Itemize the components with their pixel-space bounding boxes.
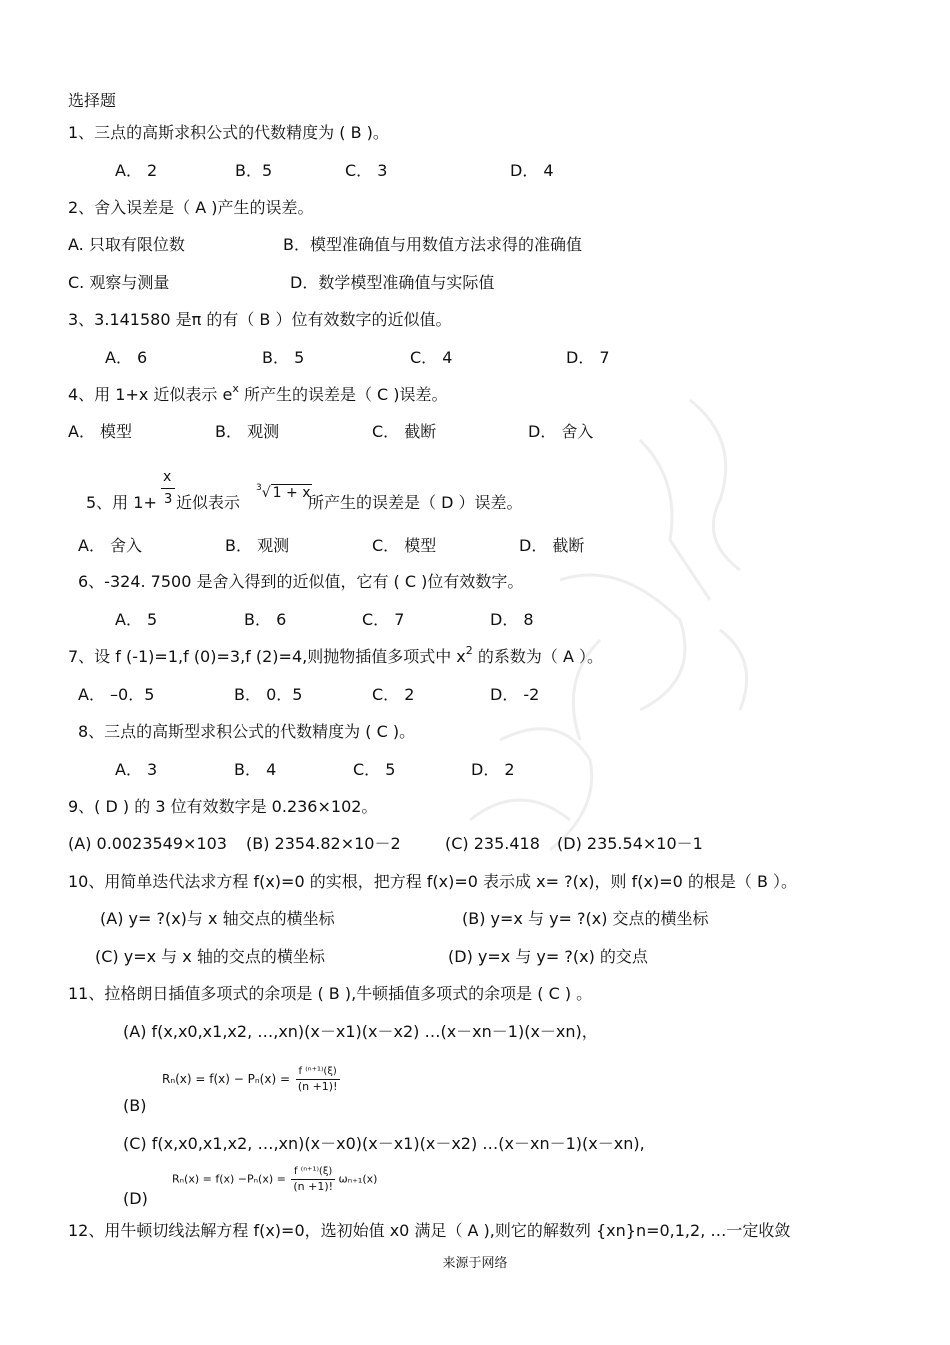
q5-text-mid: 近似表示 [176, 493, 241, 512]
q4-text-post: 所产生的误差是（ C )误差。 [238, 385, 448, 404]
radical-sign: √ [261, 485, 271, 501]
q5-option-b: B． 观测 [225, 536, 290, 555]
q4-option-b: B． 观测 [215, 422, 280, 441]
q2-option-c: C. 观察与测量 [68, 273, 170, 292]
question-12: 12、用牛顿切线法解方程 f(x)=0，选初始值 x0 满足（ A ),则它的解数列 {xn}n=0,1,2, …一定收敛 [68, 1221, 791, 1240]
q1-option-d: D． 4 [510, 161, 554, 180]
q11-d-fraction [291, 1165, 335, 1194]
q7-exponent: 2 [465, 644, 473, 657]
q11-b-denominator: (n +1)! [297, 1080, 338, 1093]
q11-option-d-label: (D) [123, 1189, 148, 1208]
question-4 [68, 382, 448, 407]
q11-option-b-label: (B) [123, 1096, 147, 1115]
q11-d-lhs: Rₙ(x) = f(x) −Pₙ(x) = [172, 1172, 286, 1186]
question-2: 2、舍入误差是（ A )产生的误差。 [68, 198, 314, 217]
q5-root-index: 3 [256, 483, 262, 493]
question-6: 6、-324. 7500 是舍入得到的近似值，它有 ( C )位有效数字。 [78, 572, 524, 591]
q11-option-a: (A) f(x,x0,x1,x2, …,xn)(x－x1)(x－x2) …(x－xn－1)(x－xn)， [123, 1022, 598, 1041]
q5-text-pre: 5、用 1+ [86, 493, 157, 512]
q5-option-a: A． 舍入 [78, 536, 143, 555]
q5-fraction-denominator: 3 [164, 492, 173, 507]
q6-option-a: A． 5 [115, 610, 158, 629]
q11-formula-d [172, 1165, 377, 1194]
q11-b-numerator: f ⁽ⁿ⁺¹⁾(ξ) [296, 1065, 340, 1080]
q9-option-b: (B) 2354.82×10－2 [246, 834, 401, 853]
q8-option-c: C． 5 [353, 760, 396, 779]
q10-option-a: (A) y= ?(x)与 x 轴交点的横坐标 [100, 909, 335, 928]
q4-option-c: C． 截断 [372, 422, 437, 441]
q5-fraction-numerator: x [163, 469, 172, 485]
q6-option-b: B． 6 [244, 610, 287, 629]
page-footer: 来源于网络 [442, 1256, 508, 1271]
q11-d-denominator: (n +1)! [293, 1180, 334, 1193]
question-1: 1、三点的高斯求积公式的代数精度为 ( B )。 [68, 123, 389, 142]
q8-option-b: B． 4 [234, 760, 277, 779]
q5-text-post: 所产生的误差是（ D ）误差。 [308, 493, 523, 512]
q9-option-a: (A) 0.0023549×103 [68, 834, 227, 853]
q2-option-a: A. 只取有限位数 [68, 235, 185, 254]
section-heading: 选择题 [68, 91, 117, 110]
q3-option-c: C． 4 [410, 348, 453, 367]
q3-option-a: A． 6 [105, 348, 148, 367]
q5-cube-root [256, 485, 312, 501]
q7-option-a: A． –0．5 [78, 685, 155, 704]
q7-option-c: C． 2 [372, 685, 415, 704]
q6-option-c: C． 7 [362, 610, 405, 629]
q5-root-body: 1 + x [272, 485, 311, 501]
q8-option-d: D． 2 [471, 760, 515, 779]
q9-option-d: (D) 235.54×10－1 [557, 834, 703, 853]
q9-option-c: (C) 235.418 [445, 834, 540, 853]
q4-text-pre: 4、用 1+x 近似表示 e [68, 385, 233, 404]
q11-option-c: (C) f(x,x0,x1,x2, …,xn)(x－x0)(x－x1)(x－x2) …(x－xn－1)(x－xn), [123, 1134, 645, 1153]
q11-b-fraction [296, 1065, 340, 1094]
q1-option-c: C． 3 [345, 161, 388, 180]
q1-option-a: A． 2 [115, 161, 158, 180]
question-11: 11、拉格朗日插值多项式的余项是 ( B ),牛顿插值多项式的余项是 ( C ) 。 [68, 984, 593, 1003]
q5-option-c: C． 模型 [372, 536, 437, 555]
q5-option-d: D． 截断 [519, 536, 585, 555]
question-10: 10、用简单迭代法求方程 f(x)=0 的实根，把方程 f(x)=0 表示成 x= ?(x)，则 f(x)=0 的根是（ B ）。 [68, 872, 798, 891]
q4-option-d: D． 舍入 [528, 422, 594, 441]
q11-formula-b [162, 1065, 340, 1094]
q4-option-a: A． 模型 [68, 422, 133, 441]
q6-option-d: D． 8 [490, 610, 534, 629]
q10-option-d: (D) y=x 与 y= ?(x) 的交点 [448, 947, 648, 966]
question-7 [68, 644, 603, 669]
q3-option-d: D． 7 [566, 348, 610, 367]
q11-d-tail: ωₙ₊₁(x) [338, 1172, 378, 1186]
q2-option-d: D．数学模型准确值与实际值 [290, 273, 495, 292]
q10-option-c: (C) y=x 与 x 轴的交点的横坐标 [95, 947, 325, 966]
q7-option-b: B． 0．5 [234, 685, 303, 704]
q11-d-numerator: f ⁽ⁿ⁺¹⁾(ξ) [291, 1165, 335, 1180]
q1-option-b: B．5 [235, 161, 273, 180]
q5-fraction-bar [161, 488, 175, 489]
q3-option-b: B． 5 [262, 348, 305, 367]
q4-exponent: x [232, 382, 239, 395]
question-8: 8、三点的高斯型求积公式的代数精度为 ( C )。 [78, 722, 416, 741]
q2-option-b: B．模型准确值与用数值方法求得的准确值 [283, 235, 582, 254]
watermark-graphic [440, 380, 800, 900]
q8-option-a: A． 3 [115, 760, 158, 779]
q7-text-pre: 7、设 f (-1)=1,f (0)=3,f (2)=4,则抛物插值多项式中 x [68, 647, 466, 666]
q7-text-post: 的系数为（ A ）。 [472, 647, 603, 666]
question-9: 9、( D ) 的 3 位有效数字是 0.236×102。 [68, 797, 378, 816]
q11-b-lhs: Rₙ(x) = f(x) − Pₙ(x) = [162, 1072, 290, 1086]
q10-option-b: (B) y=x 与 y= ?(x) 交点的横坐标 [462, 909, 709, 928]
question-3: 3、3.141580 是π 的有（ B ）位有效数字的近似值。 [68, 310, 452, 329]
q7-option-d: D． -2 [490, 685, 540, 704]
